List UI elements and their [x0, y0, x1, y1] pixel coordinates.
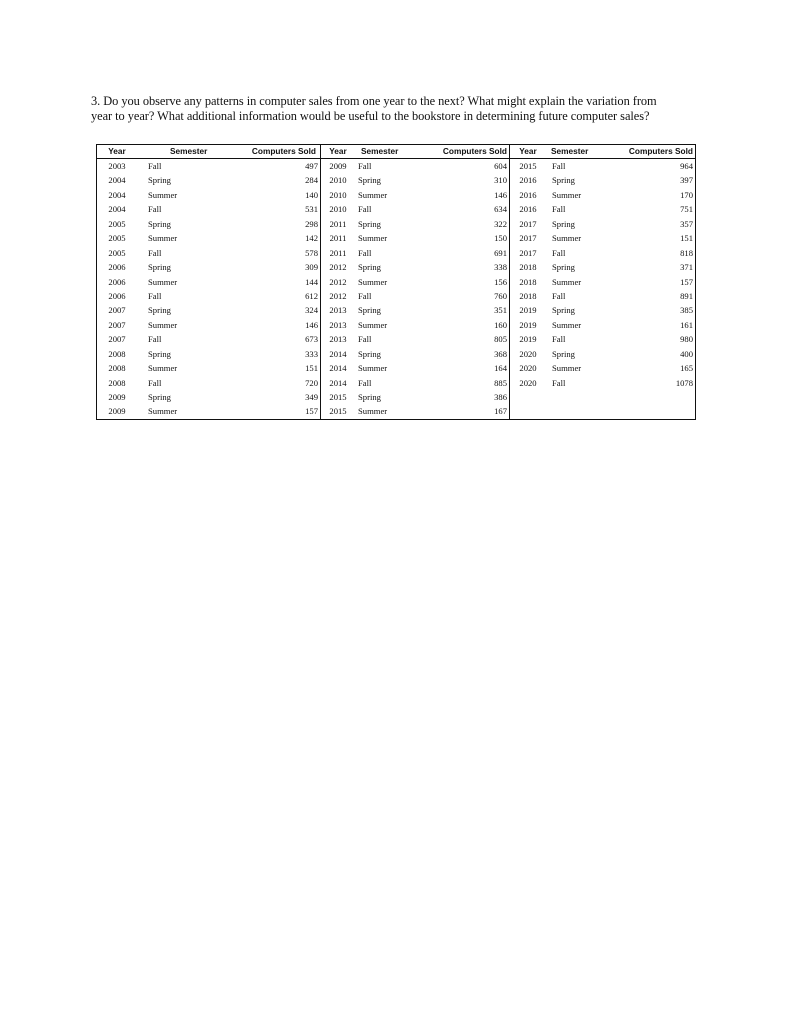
cell-year: 2004: [108, 175, 126, 186]
cell-computers-sold: 161: [680, 319, 693, 330]
cell-computers-sold: 751: [680, 204, 693, 215]
cell-year: 2008: [108, 348, 126, 359]
cell-computers-sold: 165: [680, 363, 693, 374]
table-row: [321, 260, 509, 274]
cell-computers-sold: 349: [305, 392, 318, 402]
cell-computers-sold: 691: [494, 247, 507, 258]
table-row: [510, 231, 695, 245]
cell-semester: Summer: [358, 363, 388, 374]
column-header-semester: Semester: [170, 146, 208, 156]
table-row: [510, 217, 695, 231]
cell-year: 2016: [519, 204, 537, 215]
table-row: [97, 159, 320, 173]
cell-computers-sold: 760: [494, 290, 507, 301]
cell-computers-sold: 167: [494, 406, 507, 417]
table-row: [97, 361, 320, 375]
cell-computers-sold: 357: [680, 218, 693, 229]
table-row: [97, 231, 320, 245]
cell-year: 2020: [519, 348, 537, 359]
cell-semester: Fall: [552, 204, 566, 215]
table-row: [510, 173, 695, 187]
cell-computers-sold: 142: [305, 233, 318, 244]
cell-semester: Fall: [358, 290, 372, 301]
cell-year: 2007: [108, 305, 126, 316]
cell-computers-sold: 157: [305, 406, 318, 417]
table-panel-2: [321, 145, 510, 419]
cell-year: 2013: [329, 319, 347, 330]
cell-semester: Spring: [358, 305, 381, 316]
table-header-row: [97, 145, 320, 159]
table-row: [321, 202, 509, 216]
cell-semester: Fall: [358, 161, 372, 171]
cell-year: 2017: [519, 247, 537, 258]
table-row: [510, 260, 695, 274]
table-row: [97, 318, 320, 332]
cell-semester: Summer: [358, 276, 388, 287]
table-header-row: [321, 145, 509, 159]
column-header-semester: Semester: [361, 146, 399, 156]
cell-semester: Summer: [552, 363, 582, 374]
cell-semester: Spring: [148, 305, 171, 316]
cell-semester: Summer: [148, 406, 178, 417]
computer-sales-table: [96, 144, 696, 420]
cell-semester: Fall: [552, 377, 566, 388]
cell-semester: Summer: [552, 233, 582, 244]
cell-computers-sold: 385: [680, 305, 693, 316]
cell-year: 2010: [329, 204, 347, 215]
cell-semester: Fall: [358, 334, 372, 345]
table-row: [510, 332, 695, 346]
cell-year: 2008: [108, 363, 126, 374]
cell-computers-sold: 140: [305, 189, 318, 200]
cell-computers-sold: 284: [305, 175, 318, 186]
table-row: [510, 318, 695, 332]
column-header-computers-sold: Computers Sold: [251, 146, 316, 156]
table-row: [97, 260, 320, 274]
cell-semester: Fall: [552, 161, 566, 171]
table-row: [510, 275, 695, 289]
cell-year: 2011: [329, 218, 347, 229]
table-row: [97, 275, 320, 289]
cell-computers-sold: 612: [305, 290, 318, 301]
cell-computers-sold: 333: [305, 348, 318, 359]
table-row: [321, 231, 509, 245]
cell-year: 2015: [329, 406, 347, 417]
cell-computers-sold: 634: [494, 204, 507, 215]
cell-year: 2016: [519, 175, 537, 186]
cell-year: 2017: [519, 233, 537, 244]
cell-year: 2006: [108, 290, 126, 301]
table-row: [321, 217, 509, 231]
cell-year: 2010: [329, 175, 347, 186]
cell-semester: Spring: [148, 348, 171, 359]
cell-computers-sold: 891: [680, 290, 693, 301]
table-row: [321, 188, 509, 202]
cell-semester: Fall: [552, 247, 566, 258]
question-text: [91, 94, 711, 123]
column-header-semester: Semester: [551, 146, 589, 156]
cell-semester: Fall: [552, 334, 566, 345]
cell-year: 2004: [108, 204, 126, 215]
cell-semester: Spring: [358, 348, 381, 359]
cell-computers-sold: 386: [494, 392, 507, 402]
table-row: [97, 217, 320, 231]
table-row: [510, 202, 695, 216]
cell-computers-sold: 531: [305, 204, 318, 215]
table-row: [321, 390, 509, 404]
cell-year: 2009: [329, 161, 347, 171]
cell-semester: Spring: [552, 348, 575, 359]
cell-year: 2019: [519, 319, 537, 330]
cell-computers-sold: 157: [680, 276, 693, 287]
cell-year: 2007: [108, 319, 126, 330]
cell-computers-sold: 322: [494, 218, 507, 229]
cell-semester: Fall: [148, 377, 162, 388]
cell-year: 2003: [108, 161, 126, 171]
cell-year: 2015: [519, 161, 537, 171]
cell-semester: Fall: [148, 334, 162, 345]
cell-year: 2019: [519, 305, 537, 316]
table-row: [321, 159, 509, 173]
table-row: [97, 376, 320, 390]
cell-year: 2012: [329, 276, 347, 287]
table-header-row: [510, 145, 695, 159]
cell-semester: Spring: [552, 305, 575, 316]
table-row: [510, 376, 695, 390]
cell-computers-sold: 400: [680, 348, 693, 359]
table-row: [97, 347, 320, 361]
cell-semester: Spring: [552, 262, 575, 273]
cell-computers-sold: 160: [494, 319, 507, 330]
table-row: [97, 303, 320, 317]
cell-year: 2011: [329, 233, 347, 244]
cell-computers-sold: 397: [680, 175, 693, 186]
table-row: [97, 246, 320, 260]
cell-semester: Fall: [358, 204, 372, 215]
cell-semester: Spring: [148, 262, 171, 273]
cell-semester: Spring: [148, 218, 171, 229]
cell-semester: Spring: [358, 175, 381, 186]
table-row: [321, 332, 509, 346]
column-header-computers-sold: Computers Sold: [628, 146, 693, 156]
cell-semester: Summer: [148, 319, 178, 330]
cell-semester: Summer: [552, 276, 582, 287]
cell-computers-sold: 805: [494, 334, 507, 345]
cell-year: 2006: [108, 262, 126, 273]
cell-computers-sold: 980: [680, 334, 693, 345]
cell-computers-sold: 604: [494, 161, 507, 171]
cell-year: 2018: [519, 290, 537, 301]
cell-year: 2012: [329, 290, 347, 301]
cell-semester: Summer: [358, 406, 388, 417]
cell-computers-sold: 156: [494, 276, 507, 287]
cell-year: 2018: [519, 276, 537, 287]
cell-semester: Summer: [358, 319, 388, 330]
cell-computers-sold: 144: [305, 276, 318, 287]
column-header-year: Year: [108, 146, 126, 156]
cell-year: 2009: [108, 392, 126, 402]
cell-computers-sold: 150: [494, 233, 507, 244]
table-row: [321, 347, 509, 361]
cell-year: 2005: [108, 247, 126, 258]
question-line-1: 3. Do you observe any patterns in computer sales from one year to the next? What might explain the variation from: [91, 94, 657, 108]
cell-computers-sold: 309: [305, 262, 318, 273]
cell-semester: Summer: [552, 319, 582, 330]
table-row: [321, 275, 509, 289]
cell-semester: Spring: [358, 218, 381, 229]
cell-semester: Fall: [148, 161, 162, 171]
cell-semester: Spring: [358, 392, 381, 402]
cell-semester: Fall: [358, 247, 372, 258]
table-row: [510, 361, 695, 375]
cell-computers-sold: 151: [305, 363, 318, 374]
cell-computers-sold: 673: [305, 334, 318, 345]
table-row: [510, 246, 695, 260]
table-row: [321, 289, 509, 303]
cell-year: 2010: [329, 189, 347, 200]
cell-semester: Summer: [148, 189, 178, 200]
cell-semester: Spring: [358, 262, 381, 273]
cell-year: 2008: [108, 377, 126, 388]
table-row: [97, 332, 320, 346]
cell-semester: Fall: [148, 204, 162, 215]
table-row: [321, 404, 509, 418]
cell-year: 2011: [329, 247, 347, 258]
cell-semester: Fall: [148, 290, 162, 301]
cell-year: 2020: [519, 363, 537, 374]
table-row: [321, 376, 509, 390]
cell-year: 2014: [329, 377, 347, 388]
table-row: [321, 361, 509, 375]
cell-computers-sold: 818: [680, 247, 693, 258]
table-row: [510, 159, 695, 173]
table-row: [510, 188, 695, 202]
table-row: [321, 318, 509, 332]
cell-computers-sold: 146: [305, 319, 318, 330]
cell-computers-sold: 164: [494, 363, 507, 374]
cell-semester: Fall: [358, 377, 372, 388]
cell-computers-sold: 298: [305, 218, 318, 229]
cell-year: 2014: [329, 348, 347, 359]
column-header-computers-sold: Computers Sold: [442, 146, 507, 156]
column-header-year: Year: [329, 146, 347, 156]
table-row: [321, 173, 509, 187]
table-row: [97, 404, 320, 418]
cell-year: 2020: [519, 377, 537, 388]
cell-computers-sold: 885: [494, 377, 507, 388]
table-row: [97, 188, 320, 202]
cell-semester: Fall: [148, 247, 162, 258]
table-panel-1: [97, 145, 321, 419]
cell-year: 2017: [519, 218, 537, 229]
cell-computers-sold: 964: [680, 161, 693, 171]
cell-year: 2004: [108, 189, 126, 200]
cell-computers-sold: 1078: [675, 377, 693, 388]
cell-semester: Summer: [148, 363, 178, 374]
cell-computers-sold: 720: [305, 377, 318, 388]
cell-computers-sold: 578: [305, 247, 318, 258]
cell-semester: Spring: [552, 175, 575, 186]
cell-semester: Summer: [358, 233, 388, 244]
cell-computers-sold: 170: [680, 189, 693, 200]
cell-semester: Summer: [358, 189, 388, 200]
cell-year: 2006: [108, 276, 126, 287]
cell-year: 2005: [108, 218, 126, 229]
cell-semester: Summer: [148, 233, 178, 244]
cell-semester: Summer: [552, 189, 582, 200]
table-row: [321, 246, 509, 260]
cell-year: 2005: [108, 233, 126, 244]
table-row: [97, 289, 320, 303]
cell-computers-sold: 146: [494, 189, 507, 200]
cell-year: 2009: [108, 406, 126, 417]
table-row: [510, 289, 695, 303]
cell-semester: Fall: [552, 290, 566, 301]
cell-computers-sold: 371: [680, 262, 693, 273]
cell-year: 2019: [519, 334, 537, 345]
cell-computers-sold: 497: [305, 161, 318, 171]
cell-year: 2013: [329, 305, 347, 316]
cell-year: 2016: [519, 189, 537, 200]
table-panel-3: [510, 145, 695, 390]
cell-semester: Summer: [148, 276, 178, 287]
cell-year: 2013: [329, 334, 347, 345]
cell-semester: Spring: [552, 218, 575, 229]
cell-computers-sold: 310: [494, 175, 507, 186]
table-row: [510, 303, 695, 317]
cell-year: 2007: [108, 334, 126, 345]
cell-computers-sold: 351: [494, 305, 507, 316]
cell-semester: Spring: [148, 175, 171, 186]
cell-semester: Spring: [148, 392, 171, 402]
table-row: [321, 303, 509, 317]
cell-computers-sold: 324: [305, 305, 318, 316]
column-header-year: Year: [519, 146, 537, 156]
table-row: [97, 202, 320, 216]
cell-computers-sold: 338: [494, 262, 507, 273]
cell-year: 2015: [329, 392, 347, 402]
question-line-2: year to year? What additional information would be useful to the bookstore in determining future computer sales?: [91, 108, 650, 123]
cell-year: 2014: [329, 363, 347, 374]
cell-year: 2012: [329, 262, 347, 273]
table-row: [97, 390, 320, 404]
cell-computers-sold: 151: [680, 233, 693, 244]
cell-computers-sold: 368: [494, 348, 507, 359]
cell-year: 2018: [519, 262, 537, 273]
table-row: [97, 173, 320, 187]
table-row: [510, 347, 695, 361]
